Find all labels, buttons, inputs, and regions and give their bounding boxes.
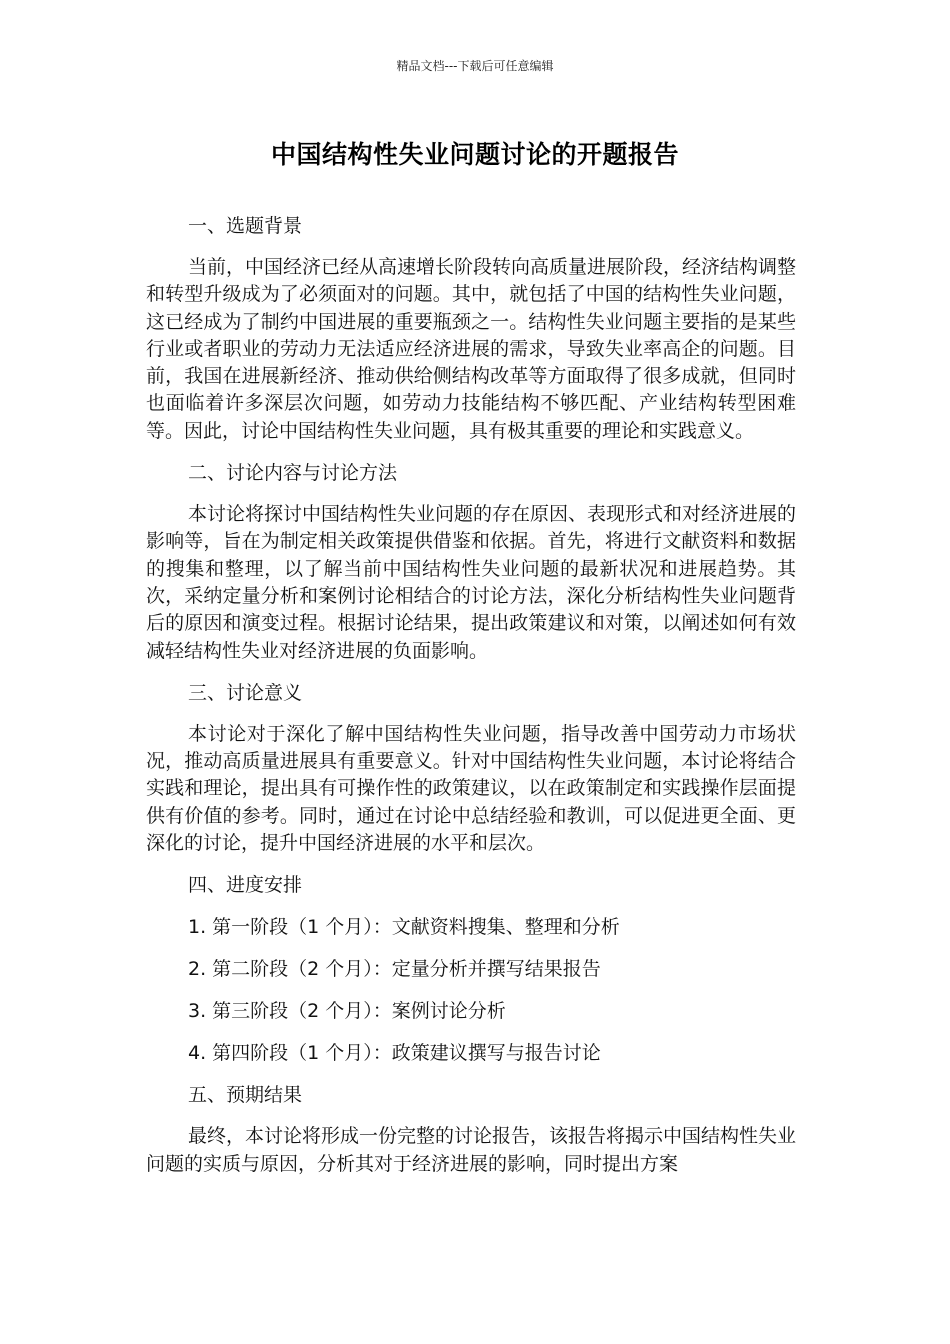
section-paragraph-significance: 本讨论对于深化了解中国结构性失业问题，指导改善中国劳动力市场状况，推动高质量进展具有重要意义。针对中国结构性失业问题，本讨论将结合实践和理论，提出具有可操作性的政策建议，以在政策制定和实践操作层面提供有价值的参考。同时，通过在讨论中总结经验和教训，可以促进更全面、更深化的讨论，提升中国经济进展的水平和层次。 <box>146 722 796 855</box>
schedule-item: 2. 第二阶段（2 个月）：定量分析并撰写结果报告 <box>188 958 601 981</box>
section-heading-schedule: 四、进度安排 <box>188 874 303 897</box>
section-heading-expected-results: 五、预期结果 <box>188 1084 303 1107</box>
document-title: 中国结构性失业问题讨论的开题报告 <box>270 140 679 169</box>
document-body <box>146 212 796 1192</box>
schedule-item: 1. 第一阶段（1 个月）：文献资料搜集、整理和分析 <box>188 916 620 939</box>
section-paragraph-content-method: 本讨论将探讨中国结构性失业问题的存在原因、表现形式和对经济进展的影响等，旨在为制定相关政策提供借鉴和依据。首先，将进行文献资料和数据的搜集和整理，以了解当前中国结构性失业问题的最新状况和进展趋势。其次，采纳定量分析和案例讨论相结合的讨论方法，深化分析结构性失业问题背后的原因和演变过程。根据讨论结果，提出政策建议和对策，以阐述如何有效减轻结构性失业对经济进展的负面影响。 <box>146 503 797 662</box>
section-heading-background: 一、选题背景 <box>188 215 303 237</box>
schedule-item: 3. 第三阶段（2 个月）：案例讨论分析 <box>188 1000 506 1023</box>
section-heading-significance: 三、讨论意义 <box>188 681 303 704</box>
section-heading-content-method: 二、讨论内容与讨论方法 <box>188 462 398 485</box>
header-note: 精品文档---下载后可任意编辑 <box>396 59 554 73</box>
schedule-item: 4. 第四阶段（1 个月）：政策建议撰写与报告讨论 <box>188 1042 601 1065</box>
section-paragraph-background: 当前，中国经济已经从高速增长阶段转向高质量进展阶段，经济结构调整和转型升级成为了必须面对的问题。其中，就包括了中国的结构性失业问题，这已经成为了制约中国进展的重要瓶颈之一。结构性失业问题主要指的是某些行业或者职业的劳动力无法适应经济进展的需求，导致失业率高企的问题。目前，我国在进展新经济、推动供给侧结构改革等方面取得了很多成就，但同时也面临着许多深层次问题，如劳动力技能结构不够匹配、产业结构转型困难等。因此，讨论中国结构性失业问题，具有极其重要的理论和实践意义。 <box>146 256 797 442</box>
section-paragraph-expected-results: 最终，本讨论将形成一份完整的讨论报告，该报告将揭示中国结构性失业问题的实质与原因，分析其对于经济进展的影响，同时提出方案 <box>146 1125 797 1175</box>
